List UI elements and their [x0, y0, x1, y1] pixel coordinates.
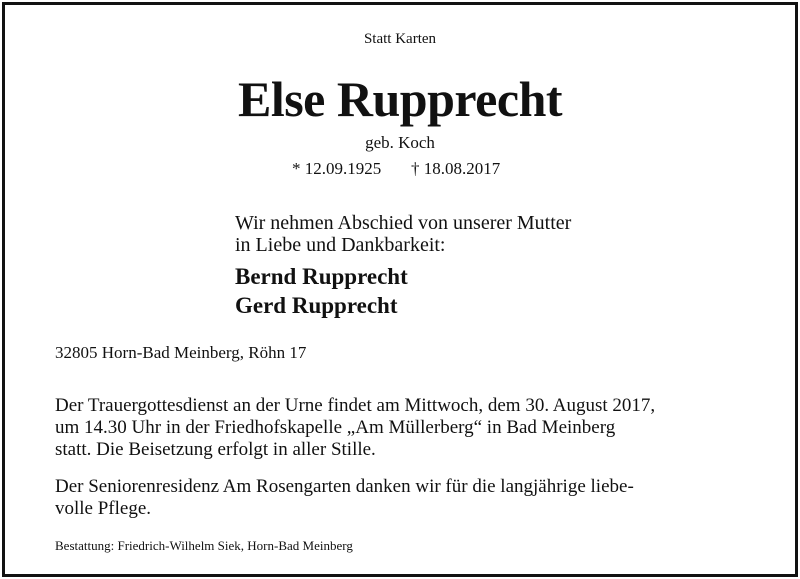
undertaker-credit: Bestattung: Friedrich-Wilhelm Siek, Horn-Bad Meinberg	[55, 538, 353, 553]
service-line: um 14.30 Uhr in der Friedhofskapelle „Am Müllerberg“ in Bad Meinberg	[55, 417, 616, 438]
service-paragraph	[55, 395, 655, 461]
birth-date: * 12.09.1925	[292, 159, 382, 178]
thanks-line: Der Seniorenresidenz Am Rosengarten danken wir für die langjährige liebe-	[55, 476, 634, 497]
death-date: † 18.08.2017	[411, 159, 501, 178]
service-line: Der Trauergottesdienst an der Urne findet am Mittwoch, dem 30. August 2017,	[55, 395, 656, 416]
notice-kicker: Statt Karten	[363, 31, 437, 47]
service-line: statt. Die Beisetzung erfolgt in aller Stille.	[55, 439, 376, 460]
farewell-line: Wir nehmen Abschied von unserer Mutter	[235, 212, 572, 234]
mourner-name: Gerd Rupprecht	[235, 293, 398, 318]
family-address: 32805 Horn-Bad Meinberg, Röhn 17	[55, 343, 307, 362]
mourner-name: Bernd Rupprecht	[235, 264, 408, 289]
farewell-text	[235, 212, 571, 256]
thanks-line: volle Pflege.	[55, 498, 152, 519]
deceased-name: Else Rupprecht	[237, 71, 563, 127]
thanks-paragraph	[55, 476, 634, 520]
maiden-name: geb. Koch	[365, 133, 435, 152]
farewell-line: in Liebe und Dankbarkeit:	[235, 234, 446, 256]
